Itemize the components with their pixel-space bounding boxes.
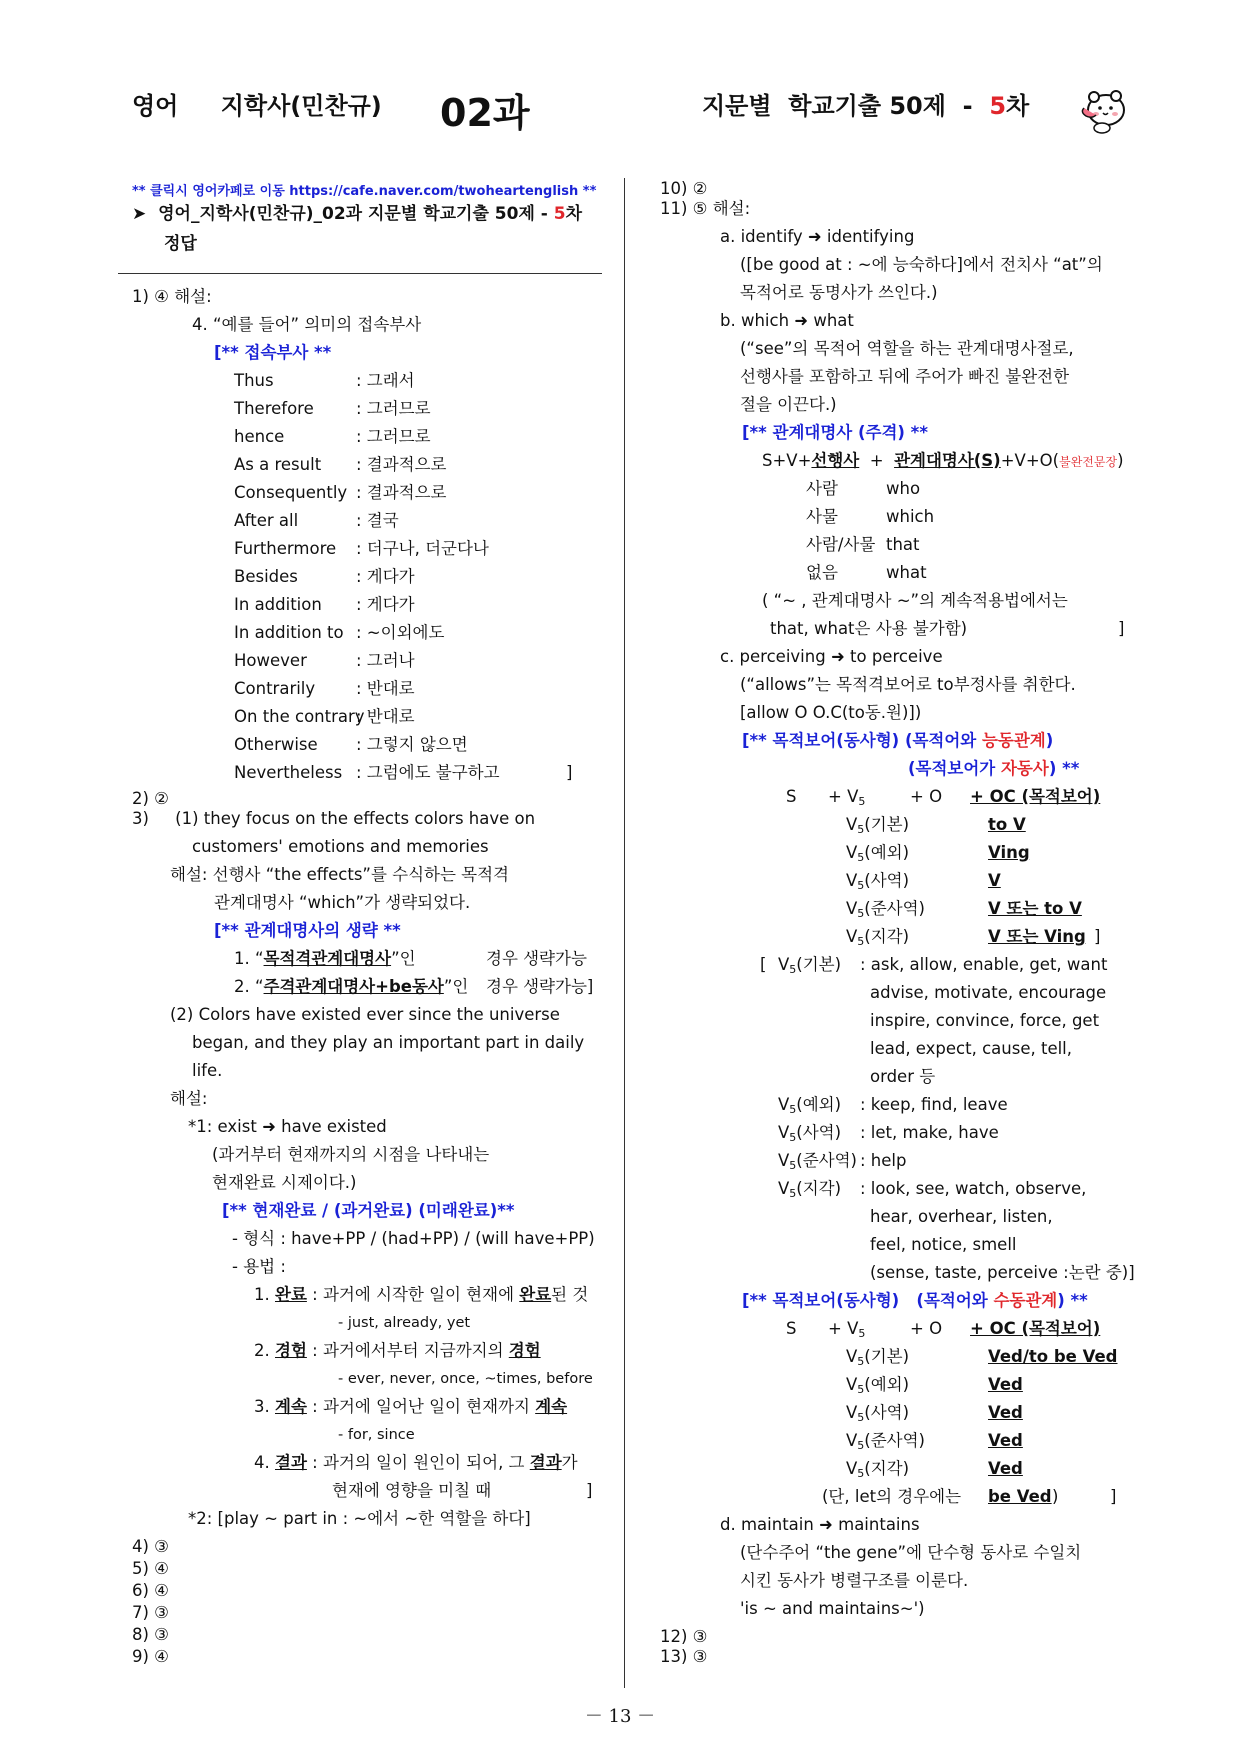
verb-class: V5(사역) <box>778 1123 842 1144</box>
rel-antecedent: 사물 <box>806 507 838 526</box>
answer-3-exp2: 관계대명사 “which”가 생략되었다. <box>214 893 471 912</box>
conj-close: ] <box>566 763 573 782</box>
cafe-link[interactable]: ** 클릭시 영어카페로 이동 https://cafe.naver.com/twoheartenglish ** <box>132 184 597 199</box>
oc-verb-type: V5(예외) <box>846 843 910 864</box>
star1-note1: (과거부터 현재까지의 시점을 나타내는 <box>212 1145 490 1164</box>
page-number: － 13 － <box>584 1706 656 1727</box>
let-close-paren: ) <box>1052 1487 1059 1506</box>
conj-meaning: : 반대로 <box>356 679 415 698</box>
omit-rule-2-tail: 경우 생략가능] <box>486 977 594 996</box>
item-c-note1: (“allows”는 목적격보어로 to부정사를 취한다. <box>740 675 1076 694</box>
oc-active-close: ] <box>1094 927 1101 946</box>
conj-meaning: : 반대로 <box>356 707 415 726</box>
answer-3-line1: 3) (1) they focus on the effects colors have on <box>132 809 536 828</box>
verb-class: V5(기본) <box>778 955 842 976</box>
rel-antecedent: 사람 <box>806 479 838 498</box>
verb-examples: lead, expect, cause, tell, <box>870 1039 1073 1058</box>
item-a-note1: ([be good at : ~에 능숙하다]에서 전치사 “at”의 <box>740 255 1103 274</box>
oc-form: Ved <box>988 1375 1023 1394</box>
lesson-label: 02과 <box>440 91 530 135</box>
oc-verb-type: V5(기본) <box>846 815 910 836</box>
oc-form: V 또는 to V <box>988 899 1082 918</box>
oc-form: Ved <box>988 1403 1023 1422</box>
item-b-note1: (“see”의 목적어 역할을 하는 관계대명사절로, <box>740 339 1074 358</box>
answer-1-note: 4. “예를 들어” 의미의 접속부사 <box>192 315 422 334</box>
verb-examples: : help <box>860 1151 907 1170</box>
answer-8: 8) ③ <box>132 1625 169 1644</box>
conj-meaning: : 그래서 <box>356 371 415 390</box>
conj-word: In addition <box>234 595 322 614</box>
usage-3-examples: - for, since <box>338 1427 415 1443</box>
answer-heading-line2: 정답 <box>164 234 197 254</box>
form-subject: S <box>786 787 797 806</box>
conj-word: Therefore <box>234 399 314 418</box>
conj-word: hence <box>234 427 285 446</box>
oc-verb-type: V5(기본) <box>846 1347 910 1368</box>
column-divider <box>624 178 625 1688</box>
answer-11: 11) ⑤ 해설: <box>660 199 751 218</box>
item-b-note2: 선행사를 포함하고 뒤에 주어가 빠진 불완전한 <box>740 367 1070 386</box>
answer-13: 13) ③ <box>660 1647 708 1666</box>
usage-close: ] <box>586 1481 593 1500</box>
verb-class: V5(준사역) <box>778 1151 857 1172</box>
verb-examples: feel, notice, smell <box>870 1235 1017 1254</box>
item-d-note1: (단수주어 “the gene”에 단수형 동사로 수일치 <box>740 1543 1082 1562</box>
conj-word: Contrarily <box>234 679 316 698</box>
answer-3-line2: customers' emotions and memories <box>192 837 489 856</box>
star2: *2: [play ~ part in : ~에서 ~한 역할을 하다] <box>188 1509 531 1528</box>
perfect-box-title: [** 현재완료 / (과거완료) (미래완료)** <box>222 1201 515 1220</box>
usage-4: 4. 결과 : 과거의 일이 원인이 되어, 그 결과가 <box>254 1453 578 1472</box>
conj-meaning: : 그러나 <box>356 651 415 670</box>
answer-heading: ➤ 영어_지학사(민찬규)_02과 지문별 학교기출 50제 - 5차 <box>132 204 583 224</box>
rel-pronoun: which <box>886 507 935 526</box>
conj-meaning: : 결과적으로 <box>356 483 447 502</box>
conj-word: However <box>234 651 307 670</box>
verb-examples: : ask, allow, enable, get, want <box>860 955 1108 974</box>
oc-form: Ved <box>988 1459 1023 1478</box>
sense-note: (sense, taste, perceive :논란 중)] <box>870 1263 1135 1282</box>
oc-verb-type: V5(사역) <box>846 1403 910 1424</box>
oc-verb-type: V5(예외) <box>846 1375 910 1396</box>
omit-box-title: [** 관계대명사의 생략 ** <box>214 921 401 940</box>
oc-passive-title: [** 목적보어(동사형) (목적어와 수동관계) ** <box>742 1291 1088 1310</box>
perfect-usage: - 용법 : <box>232 1257 286 1276</box>
oc-form: Ved/to be Ved <box>988 1347 1118 1366</box>
verb-class: V5(지각) <box>778 1179 842 1200</box>
oc-verb-type: V5(준사역) <box>846 899 925 920</box>
conj-meaning: : 결과적으로 <box>356 455 447 474</box>
item-c-head: c. perceiving ➜ to perceive <box>720 647 943 666</box>
conj-meaning: : 그러므로 <box>356 427 431 446</box>
item-b-head: b. which ➜ what <box>720 311 854 330</box>
header-left <box>132 86 382 121</box>
usage-1-examples: - just, already, yet <box>338 1315 471 1331</box>
answer-3-part2-line1: (2) Colors have existed ever since the universe <box>170 1005 560 1024</box>
let-note: (단, let의 경우에는 <box>822 1487 962 1506</box>
answer-3-part2-line3: life. <box>192 1061 223 1080</box>
form-subject: S <box>786 1319 797 1338</box>
conj-word: As a result <box>234 455 322 474</box>
omit-rule-1-tail: 경우 생략가능 <box>486 949 587 968</box>
conj-word: Furthermore <box>234 539 337 558</box>
rel-formula: S+V+선행사 + 관계대명사(S)+V+O(불완전문장) <box>762 451 1124 470</box>
omit-rule-1: 1. “목적격관계대명사”인 <box>234 949 416 968</box>
conj-word: Thus <box>234 371 274 390</box>
usage-3: 3. 계속 : 과거에 일어난 일이 현재까지 계속 <box>254 1397 568 1416</box>
conj-meaning: : 그렇지 않으면 <box>356 735 468 754</box>
header-title: 지문별 학교기출 50제 - 5차 <box>702 92 1030 120</box>
rel-box-title: [** 관계대명사 (주격) ** <box>742 423 928 442</box>
conj-meaning: : 게다가 <box>356 567 415 586</box>
verb-examples: : look, see, watch, observe, <box>860 1179 1087 1198</box>
oc-form: V 또는 Ving <box>988 927 1086 946</box>
perfect-form: - 형식 : have+PP / (had+PP) / (will have+PP) <box>232 1229 595 1248</box>
oc-passive-close: ] <box>1110 1487 1117 1506</box>
conj-word: In addition to <box>234 623 344 642</box>
oc-active-title2: (목적보어가 자동사) ** <box>908 759 1080 778</box>
oc-verb-type: V5(사역) <box>846 871 910 892</box>
oc-verb-type: V5(지각) <box>846 927 910 948</box>
form-object: + O <box>910 787 943 806</box>
rel-pronoun: what <box>886 563 927 582</box>
answer-3-part2-line2: began, and they play an important part in daily <box>192 1033 585 1052</box>
book-label: 지학사(민찬규) <box>220 92 382 120</box>
item-b-note3: 절을 이끈다.) <box>740 395 837 414</box>
answer-6: 6) ④ <box>132 1581 169 1600</box>
oc-active-title: [** 목적보어(동사형) (목적어와 능동관계) <box>742 731 1054 750</box>
rel-note2: that, what은 사용 불가함) <box>770 619 968 638</box>
conj-word: Otherwise <box>234 735 318 754</box>
verb-examples: advise, motivate, encourage <box>870 983 1107 1002</box>
answer-9: 9) ④ <box>132 1647 169 1666</box>
conj-word: Nevertheless <box>234 763 343 782</box>
rel-close: ] <box>1118 619 1125 638</box>
verb-examples: order 등 <box>870 1067 936 1086</box>
answer-12: 12) ③ <box>660 1627 708 1646</box>
conj-word: On the contrary <box>234 707 365 726</box>
item-d-note2: 시킨 동사가 병렬구조를 이룬다. <box>740 1571 969 1590</box>
oc-form: to V <box>988 815 1026 834</box>
rel-pronoun: that <box>886 535 920 554</box>
item-d-head: d. maintain ➜ maintains <box>720 1515 920 1534</box>
omit-rule-2: 2. “주격관계대명사+be동사”인 <box>234 977 469 996</box>
conj-meaning: : 결국 <box>356 511 399 530</box>
usage-1: 1. 완료 : 과거에 시작한 일이 현재에 완료된 것 <box>254 1285 589 1304</box>
let-value: be Ved <box>988 1487 1052 1506</box>
conj-meaning: : 게다가 <box>356 595 415 614</box>
answer-5: 5) ④ <box>132 1559 169 1578</box>
answer-3-exp1: 해설: 선행사 “the effects”를 수식하는 목적격 <box>170 865 509 884</box>
answer-7: 7) ③ <box>132 1603 169 1622</box>
subject-label: 영어 <box>132 92 179 120</box>
oc-verb-type: V5(준사역) <box>846 1431 925 1452</box>
verb-examples: : keep, find, leave <box>860 1095 1008 1114</box>
bear-mascot-icon <box>1078 84 1130 136</box>
usage-2: 2. 경험 : 과거에서부터 지금까지의 경험 <box>254 1341 541 1360</box>
oc-verb-type: V5(지각) <box>846 1459 910 1480</box>
usage-2-examples: - ever, never, once, ~times, before <box>338 1371 593 1387</box>
item-d-note3: 'is ~ and maintains~') <box>740 1599 925 1618</box>
verb-list-open: [ <box>760 955 767 974</box>
conj-meaning: : ~이외에도 <box>356 623 445 642</box>
conj-word: Consequently <box>234 483 348 502</box>
rel-pronoun: who <box>886 479 921 498</box>
oc-form: Ved <box>988 1431 1023 1450</box>
verb-examples: hear, overhear, listen, <box>870 1207 1053 1226</box>
star1-note2: 현재완료 시제이다.) <box>212 1173 357 1192</box>
rel-antecedent: 사람/사물 <box>806 535 876 554</box>
verb-examples: inspire, convince, force, get <box>870 1011 1100 1030</box>
star1: *1: exist ➜ have existed <box>188 1117 387 1136</box>
conj-meaning: : 그러므로 <box>356 399 431 418</box>
oc-form: Ving <box>988 843 1030 862</box>
heading-divider <box>118 273 602 274</box>
form-verb: + V5 <box>828 787 866 808</box>
form-oc: + OC (목적보어) <box>970 787 1101 806</box>
form-oc: + OC (목적보어) <box>970 1319 1101 1338</box>
verb-examples: : let, make, have <box>860 1123 999 1142</box>
conj-box-title: [** 접속부사 ** <box>214 343 332 362</box>
conj-meaning: : 그럼에도 불구하고 <box>356 763 500 782</box>
explanation-label: 해설: <box>170 1089 208 1108</box>
answer-2: 2) ② <box>132 789 169 808</box>
answer-1: 1) ④ 해설: <box>132 287 212 306</box>
rel-note1: ( “~ , 관계대명사 ~”의 계속적용법에서는 <box>762 591 1068 610</box>
conj-meaning: : 더구나, 더군다나 <box>356 539 489 558</box>
usage-4-line2: 현재에 영향을 미칠 때 <box>332 1481 492 1500</box>
conj-word: After all <box>234 511 299 530</box>
conj-word: Besides <box>234 567 298 586</box>
form-object: + O <box>910 1319 943 1338</box>
verb-class: V5(예외) <box>778 1095 842 1116</box>
answer-10: 10) ② <box>660 179 708 198</box>
form-verb: + V5 <box>828 1319 866 1340</box>
rel-antecedent: 없음 <box>806 563 838 582</box>
item-a-head: a. identify ➜ identifying <box>720 227 915 246</box>
item-c-note2: [allow O O.C(to동.원)]) <box>740 703 922 722</box>
item-a-note2: 목적어로 동명사가 쓰인다.) <box>740 283 938 302</box>
answer-4: 4) ③ <box>132 1537 169 1556</box>
oc-form: V <box>988 871 1001 890</box>
